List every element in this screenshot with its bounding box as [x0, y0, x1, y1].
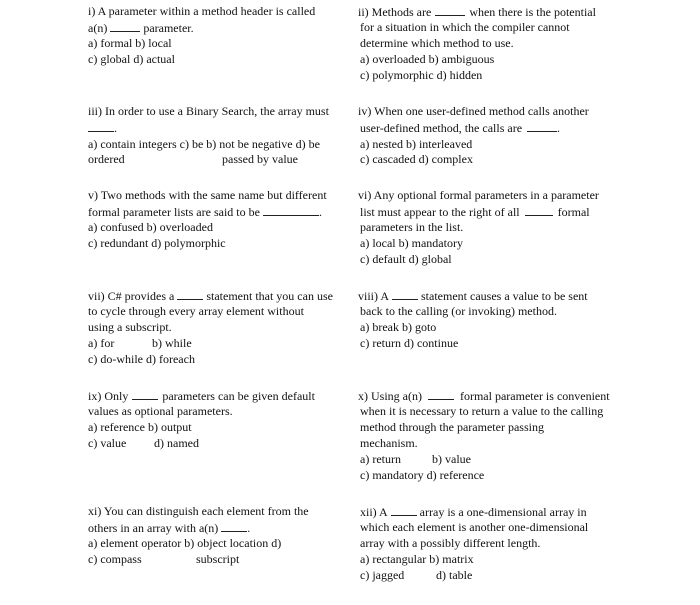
answer-blank — [177, 288, 203, 300]
answer-options: subscript — [196, 552, 240, 566]
answer-options: a) overloaded b) ambiguous — [360, 52, 495, 66]
answer-options: a) confused b) overloaded — [88, 220, 213, 234]
answer-options: c) return d) continue — [360, 336, 459, 350]
question-text: user-defined method, the calls are . — [360, 121, 561, 135]
question-text: mechanism. — [360, 436, 418, 450]
answer-options: c) mandatory d) reference — [360, 468, 485, 482]
answer-options: b) value — [432, 452, 471, 466]
answer-options: d) named — [154, 436, 199, 450]
answer-options: a) local b) mandatory — [360, 236, 463, 250]
answer-options: c) compass — [88, 552, 142, 566]
question-text: vii) C# provides a statement that you can use — [88, 289, 333, 303]
question-text: determine which method to use. — [360, 36, 514, 50]
answer-options: a) formal b) local — [88, 36, 172, 50]
answer-options: a) return — [360, 452, 401, 466]
question-text: array with a possibly different length. — [360, 536, 541, 550]
question-text: xii) A array is a one-dimensional array in — [360, 505, 587, 519]
question-text: which each element is another one-dimensional — [360, 520, 589, 534]
answer-blank — [392, 288, 418, 300]
answer-options: c) cascaded d) complex — [360, 152, 473, 166]
answer-options: c) default d) global — [360, 252, 452, 266]
question-text: v) Two methods with the same name but different — [88, 188, 327, 202]
answer-options: a) for — [88, 336, 115, 350]
answer-options: a) element operator b) object location d) — [88, 536, 282, 550]
question-text: ii) Methods are when there is the potential — [358, 5, 596, 19]
question-text: x) Using a(n) formal parameter is convenient — [358, 389, 610, 403]
answer-options: a) contain integers c) be b) not be negative d) be — [88, 137, 320, 151]
answer-blank — [132, 388, 158, 400]
question-text: formal parameter lists are said to be . — [88, 205, 322, 219]
question-text: values as optional parameters. — [88, 404, 233, 418]
answer-blank — [527, 120, 557, 132]
answer-options: a) rectangular b) matrix — [360, 552, 474, 566]
question-text: iv) When one user-defined method calls another — [358, 104, 589, 118]
answer-options: passed by value — [222, 152, 298, 166]
question-text: back to the calling (or invoking) method. — [360, 304, 557, 318]
answer-options: a) nested b) interleaved — [360, 137, 473, 151]
answer-options: ordered — [88, 152, 125, 166]
question-text: . — [88, 120, 117, 135]
answer-blank — [88, 120, 114, 132]
question-text: parameters in the list. — [360, 220, 464, 234]
answer-options: b) while — [152, 336, 192, 350]
question-text: viii) A statement causes a value to be sent — [358, 289, 588, 303]
question-text: list must appear to the right of all formal — [360, 205, 590, 219]
answer-blank — [263, 204, 319, 216]
answer-options: c) value — [88, 436, 127, 450]
answer-options: c) jagged — [360, 568, 405, 582]
question-text: iii) In order to use a Binary Search, the array must — [88, 104, 329, 118]
answer-options: c) do-while d) foreach — [88, 352, 195, 366]
answer-blank — [391, 504, 417, 516]
answer-options: a) break b) goto — [360, 320, 437, 334]
question-text: others in an array with a(n) . — [88, 521, 251, 535]
question-text: i) A parameter within a method header is called — [88, 4, 316, 18]
question-text: using a subscript. — [88, 320, 172, 334]
answer-options: a) reference b) output — [88, 420, 192, 434]
answer-options: c) global d) actual — [88, 52, 175, 66]
answer-options: c) polymorphic d) hidden — [360, 68, 483, 82]
answer-blank — [428, 388, 454, 400]
question-text: a(n) parameter. — [88, 21, 194, 35]
question-text: method through the parameter passing — [360, 420, 544, 434]
answer-options: d) table — [436, 568, 473, 582]
answer-blank — [110, 20, 140, 32]
question-text: when it is necessary to return a value to the calling — [360, 404, 604, 418]
answer-blank — [525, 204, 553, 216]
question-text: to cycle through every array element without — [88, 304, 304, 318]
question-text: for a situation in which the compiler cannot — [360, 20, 570, 34]
question-text: vi) Any optional formal parameters in a parameter — [358, 188, 599, 202]
answer-blank — [435, 4, 465, 16]
answer-blank — [221, 520, 247, 532]
answer-options: c) redundant d) polymorphic — [88, 236, 226, 250]
question-text: ix) Only parameters can be given default — [88, 389, 315, 403]
question-text: xi) You can distinguish each element from the — [88, 504, 309, 518]
